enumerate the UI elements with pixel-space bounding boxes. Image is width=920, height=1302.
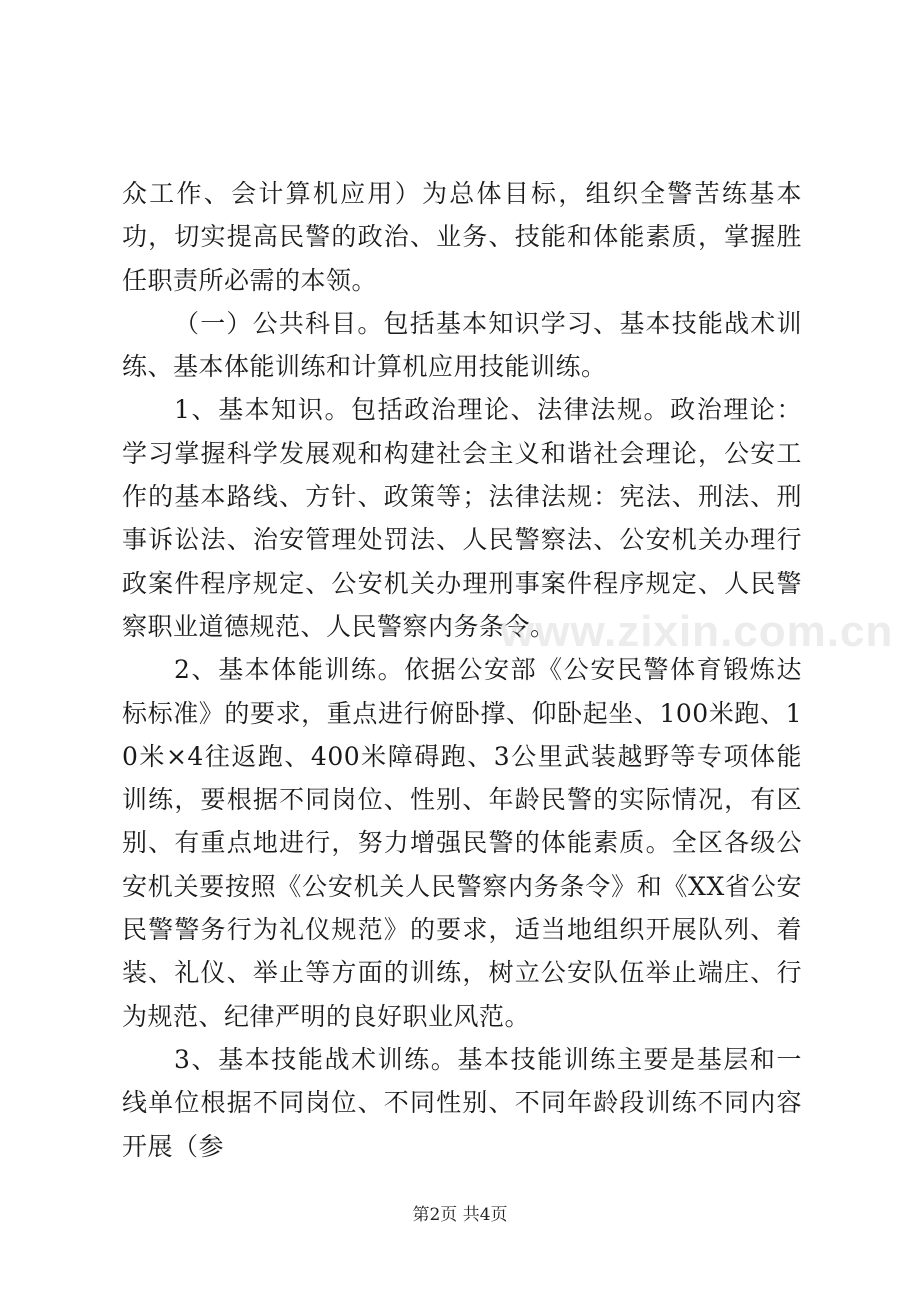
paragraph-3: 1、基本知识。包括政治理论、法律法规。政治理论：学习掌握科学发展观和构建社会主义和谐社会理论，公安工作的基本路线、方针、政策等；法律法规：宪法、刑法、刑事诉讼法、治安管理处罚法、人民警察法、公安机关办理行政案件程序规定、公安机关办理刑事案件程序规定、人民警察职业道德规范、人民警察内务条令。: [122, 395, 802, 641]
paragraph-5: 3、基本技能战术训练。基本技能训练主要是基层和一线单位根据不同岗位、不同性别、不同年龄段训练不同内容开展（参: [122, 1044, 802, 1161]
paragraph-4: 2、基本体能训练。依据公安部《公安民警体育锻炼达标标准》的要求，重点进行俯卧撑、仰卧起坐、100米跑、10米×4往返跑、400米障碍跑、3公里武装越野等专项体能训练，要根据不同岗位、性别、年龄民警的实际情况，有区别、有重点地进行，努力增强民警的体能素质。全区各级公安机关要按照《公安机关人民警察内务条令》和《XX省公安民警警务行为礼仪规范》的要求，适当地组织开展队列、着装、礼仪、举止等方面的训练，树立公安队伍举止端庄、行为规范、纪律严明的良好职业风范。: [122, 655, 802, 1031]
document-body: [122, 172, 802, 1168]
watermark-text: www.zixin.com.cn: [500, 607, 894, 656]
paragraph-1: 众工作、会计算机应用）为总体目标，组织全警苦练基本功，切实提高民警的政治、业务、技能和体能素质，掌握胜任职责所必需的本领。: [122, 179, 802, 295]
paragraph-2: （一）公共科目。包括基本知识学习、基本技能战术训练、基本体能训练和计算机应用技能训练。: [122, 308, 802, 382]
page-footer: 第2页 共4页: [412, 1205, 508, 1225]
